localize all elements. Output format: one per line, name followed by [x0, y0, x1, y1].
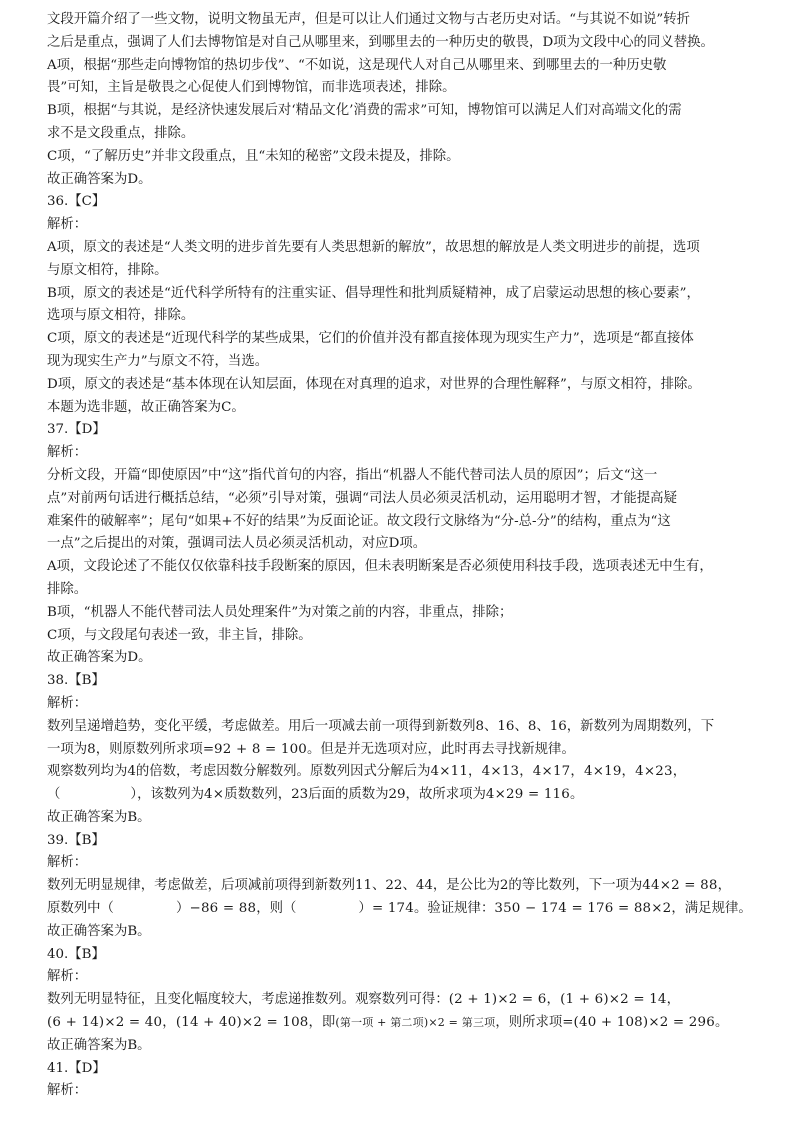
q39-number: 39.【B】 [47, 832, 105, 848]
q39-line-2: 原数列中（ ）−86 = 88，则（ ）= 174。验证规律：350 − 174 = 176 = 88×2，满足规律。 [47, 901, 752, 917]
q40-formula-4: (40 + 108)×2 = 296 [573, 1015, 715, 1031]
q39-formula-4: 350 − 174 = 176 = 88×2 [494, 901, 672, 917]
text-line: B项，原文的表述是“近代科学所特有的注重实证、倡导理性和批判质疑精神，成了启蒙运动思想的核心要素”， [47, 285, 700, 301]
q39-line-1: 数列无明显规律，考虑做差，后项减前项得到新数列11、22、44，是公比为2的等比数列，下一项为44×2 = 88， [47, 878, 732, 894]
q40-answer: 故正确答案为B。 [47, 1037, 151, 1053]
text-line: B项，根据“与其说，是经济快速发展后对‘精品文化’消费的需求”可知，博物馆可以满足人们对高端文化的需 [47, 103, 682, 119]
q39-answer: 故正确答案为B。 [47, 923, 151, 939]
text-line: A项，文段论述了不能仅仅依靠科技手段断案的原因，但未表明断案是否必须使用科技手段，选项表述无中生有， [47, 559, 713, 575]
text-line: A项，根据“那些走向博物馆的热切步伐”、“不如说，这是现代人对自己从哪里来、到哪里去的一种历史敬 [47, 57, 667, 73]
q40-formula-2: (6 + 14)×2 = 40，(14 + 40)×2 = 108 [47, 1015, 309, 1031]
q39-label: 解析： [47, 855, 88, 871]
text-line: 选项与原文相符，排除。 [47, 308, 195, 324]
text-line: 求不是文段重点，排除。 [47, 125, 195, 141]
q39-formula-1: 44×2 = 88 [642, 878, 718, 894]
text-line: 解析： [47, 217, 88, 233]
text-line: 36.【C】 [47, 194, 106, 210]
text-line: 现为现实生产力”与原文不符，当选。 [47, 353, 269, 369]
q38-formula-4: 4×29 = 116 [485, 787, 570, 803]
q38-formula-1: 92 + 8 = 100 [214, 741, 308, 757]
q38-formula-3: 4× [204, 787, 225, 803]
text-line: C项，“了解历史”并非文段重点，且“未知的秘密”文段未提及，排除。 [47, 148, 460, 164]
text-line: 故正确答案为D。 [47, 171, 152, 187]
text-line: D项，原文的表述是“基本体现在认知层面，体现在对真理的追求，对世界的合理性解释”，与原文相符，排除。 [47, 376, 701, 392]
text-line: 一点”之后提出的对策，强调司法人员必须灵活机动，对应D项。 [47, 536, 427, 552]
q38-line-3: 观察数列均为4的倍数，考虑因数分解数列。原数列因式分解后为4×11，4×13，4×17，4×19，4×23， [47, 764, 687, 780]
explanation-text-block [47, 9, 778, 716]
text-line: C项，与文段尾句表述一致，非主旨，排除。 [47, 627, 312, 643]
q38-line-2: 一项为8，则原数列所求项=92 + 8 = 100。但是并无选项对应，此时再去寻找新规律。 [47, 741, 575, 757]
q38-line-4: （ ），该数列为4×质数数列，23后面的质数为29，故所求项为4×29 = 116。 [47, 787, 584, 803]
text-line: 38.【B】 [47, 673, 105, 689]
text-line: 点”对前两句话进行概括总结，“必须”引导对策，强调“司法人员必须灵活机动，运用聪明才智，才能提高疑 [47, 490, 677, 506]
q38-formula-2: 4×11，4×13，4×17，4×19，4×23， [430, 764, 687, 780]
text-line: 分析文段，开篇“即使原因”中“这”指代首句的内容，指出“机器人不能代替司法人员的原因”；后文“这一 [47, 467, 658, 483]
q39-formula-2: ）−86 = 88 [175, 901, 257, 917]
q39-formula-3: ）= 174 [358, 901, 414, 917]
q38-line-1: 数列呈递增趋势，变化平缓，考虑做差。用后一项减去前一项得到新数列8、16、8、16，新数列为周期数列，下 [47, 718, 715, 734]
text-line: 之后是重点，强调了人们去博物馆是对自己从哪里来，到哪里去的一种历史的敬畏，D项为文段中心的同义替换。 [47, 34, 714, 50]
text-line: 与原文相符，排除。 [47, 262, 168, 278]
q38-answer: 故正确答案为B。 [47, 809, 151, 825]
q40-number: 40.【B】 [47, 946, 105, 962]
text-line: 畏”可知，主旨是敬畏之心促使人们到博物馆，而非选项表述，排除。 [47, 80, 456, 96]
text-line: B项，“机器人不能代替司法人员处理案件”为对策之前的内容，非重点，排除； [47, 604, 513, 620]
text-line: 解析： [47, 445, 88, 461]
text-line: 故正确答案为D。 [47, 650, 152, 666]
q40-line-2: (6 + 14)×2 = 40，(14 + 40)×2 = 108，即(第一项 + 第二项)×2 = 第三项，则所求项=(40 + 108)×2 = 296。 [47, 1015, 729, 1031]
text-line: 解析： [47, 695, 88, 711]
q41-number: 41.【D】 [47, 1060, 106, 1076]
text-line: 排除。 [47, 581, 88, 597]
text-line: A项，原文的表述是“人类文明的进步首先要有人类思想新的解放”，故思想的解放是人类文明进步的前提，选项 [47, 239, 700, 255]
q40-formula-1: (2 + 1)×2 = 6，(1 + 6)×2 = 14， [448, 992, 681, 1008]
q40-label: 解析： [47, 969, 88, 985]
text-line: 文段开篇介绍了一些文物，说明文物虽无声，但是可以让人们通过文物与古老历史对话。“与其说不如说”转折 [47, 12, 691, 27]
q40-line-1: 数列无明显特征，且变化幅度较大，考虑递推数列。观察数列可得：(2 + 1)×2 = 6，(1 + 6)×2 = 14， [47, 992, 681, 1008]
q41-label: 解析： [47, 1083, 88, 1099]
text-line: 本题为选非题，故正确答案为C。 [47, 399, 245, 415]
text-line: 难案件的破解率”；尾句“如果+不好的结果”为反面论证。故文段行文脉络为“分-总-分”的结构，重点为“这 [47, 513, 671, 529]
q40-formula-3: (第一项 + 第二项)×2 = 第三项 [335, 1016, 496, 1030]
text-line: C项，原文的表述是“近现代科学的某些成果，它们的价值并没有都直接体现为现实生产力”，选项是“都直接体 [47, 331, 694, 347]
text-line: 37.【D】 [47, 422, 106, 438]
